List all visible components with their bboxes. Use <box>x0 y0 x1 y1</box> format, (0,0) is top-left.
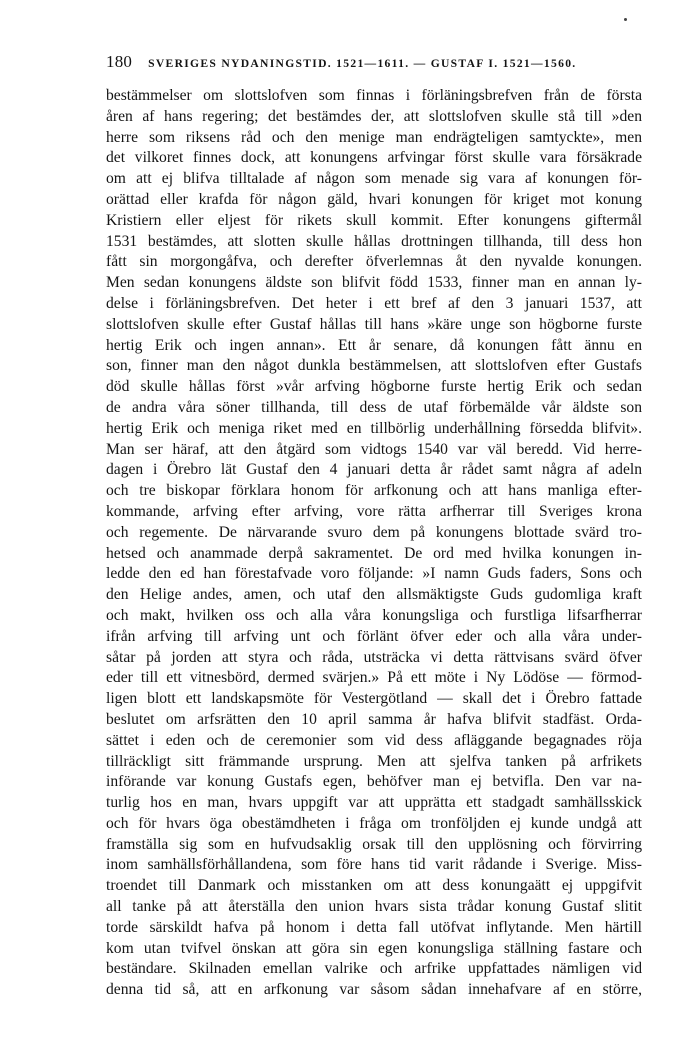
text-line: och regemente. De närvarande svuro dem på konungens blottade svärd tro- <box>106 523 642 541</box>
text-line: turlig hos en man, hvars uppgift var att upprätta ett stadgadt samhällsskick <box>106 794 642 812</box>
text-line: hertig Erik och ingen annan». Ett år senare, då konungen fått ännu en <box>106 336 642 354</box>
text-line: son, finner man den något dunkla bestämmelsen, att slottslofven efter Gustafs <box>106 357 642 375</box>
text-line: orättad eller krafda för någon gäld, hvari konungen för kriget mot konung <box>106 190 642 208</box>
text-line: ligen blott ett landskapsmöte för Vestergötland — skall det i Örebro fattade <box>106 690 642 708</box>
text-line: denna tid så, att en arfkonung var såsom sådan innehafvare af en större, <box>106 981 642 999</box>
text-line: delse i förläningsbrefven. Det heter i ett bref af den 3 januari 1537, att <box>106 294 642 312</box>
text-line: fått sin morgongåfva, och derefter öfverlemnas åt den nyvalde konungen. <box>106 253 642 271</box>
text-line: Man ser häraf, att den åtgärd som vidtogs 1540 var väl beredd. Vid herre- <box>106 440 642 458</box>
text-line: det vilkoret finnes dock, att konungens arfvingar först skulle vara försäkrade <box>106 149 642 167</box>
text-line: hetsed och anammade derpå sakramentet. De ord med hvilka konungen in- <box>106 544 642 562</box>
text-line: dagen i Örebro lät Gustaf den 4 januari detta år rådet samt några af adeln <box>106 461 642 479</box>
text-line: herre som riksens råd och den menige man endrägteligen samtyckte», men <box>106 128 642 146</box>
text-line: och makt, hvilken oss och alla våra konungsliga och furstliga lifsarfherrar <box>106 606 642 624</box>
text-line: eder till ett vitnesbörd, dermed svärjen.» På ett möte i Ny Lödöse — förmod- <box>106 669 642 687</box>
text-line: framställa sig som en hufvudsaklig orsak till den upplösning och förvirring <box>106 835 642 853</box>
text-line: beständare. Skilnaden emellan valrike och arfrike uppfattades nämligen vid <box>106 960 642 978</box>
text-line: de andra våra söner tillhanda, till dess de utaf förbemälde vår äldste son <box>106 398 642 416</box>
text-line: 1531 bestämdes, att slotten skulle hållas drottningen tillhanda, till dess hon <box>106 232 642 250</box>
text-line: sättet i eden och de ceremonier som vid dess afläggande begagnades röja <box>106 731 642 749</box>
text-line: den Helige andes, amen, och utaf den allsmäktigste Guds gudomliga kraft <box>106 586 642 604</box>
text-line: ledde den ed han förestafvade voro följande: »I namn Guds faders, Sons och <box>106 565 642 583</box>
text-line: tillräckligt sitt främmande ursprung. Men att sjelfva tanken på arfrikets <box>106 752 642 770</box>
text-line: såtar på jorden att styra och råda, utsträcka vi detta rättvisans svärd öfver <box>106 648 642 666</box>
text-line: död skulle hållas först »vår arfving högborne furste hertig Erik och sedan <box>106 378 642 396</box>
text-line: kom utan tvifvel önskan att göra sin egen konungsliga ställning fastare och <box>106 939 642 957</box>
body-text <box>106 86 642 1001</box>
page-number: 180 <box>106 52 133 71</box>
text-line: bestämmelser om slottslofven som finnas i förläningsbrefven från de första <box>106 87 642 104</box>
text-line: Men sedan konungens äldste son blifvit född 1533, finner man en annan ly- <box>106 274 642 292</box>
running-header <box>106 52 640 76</box>
text-line: inom samhällsförhållandena, som före hans tid varit rådande i Sverige. Miss- <box>106 856 642 874</box>
text-line: ifrån arfving till arfving unt och förlänt öfver eder och alla våra under- <box>106 627 642 645</box>
text-line: om att ej blifva tilltalade af någon som menade sig vara af konungen för- <box>106 170 642 188</box>
running-title: SVERIGES NYDANINGSTID. 1521—1611. — GUSTAF I. 1521—1560. <box>148 57 577 70</box>
text-line: torde särskildt hafva på honom i detta fall utöfvat inflytande. Men härtill <box>106 918 642 936</box>
text-line: och för hvars öga obestämdheten i fråga om tronföljden ej kunde undgå att <box>106 814 642 832</box>
text-line: införande var konung Gustafs egen, behöfver man ej betvifla. Den var na- <box>106 773 642 791</box>
text-line: all tanke på att återställa den union hvars sista trådar konung Gustaf slitit <box>106 898 642 916</box>
text-line: troendet till Danmark och misstanken om att dess konungaätt ej uppgifvit <box>106 877 642 895</box>
text-line: åren af hans regering; det bestämdes der, att slottslofven skulle stå till »den <box>106 107 642 125</box>
text-line: slottslofven skulle efter Gustaf hållas till hans »käre unge son högborne furste <box>106 315 642 333</box>
text-line: kommande, arfving efter arfving, vore rätta arfherrar till Sveriges krona <box>106 502 642 520</box>
text-line: och tre biskopar förklara honom för arfkonung och att hans manliga efter- <box>106 482 642 500</box>
text-line: hertig Erik och meniga riket med en tillbörlig underhållning försedda blifvit». <box>106 419 642 437</box>
text-line: Kristiern eller eljest för rikets skull kommit. Efter konungens giftermål <box>106 211 642 229</box>
text-line: beslutet om arfsrätten den 10 april samma år hafva blifvit stadfäst. Orda- <box>106 710 642 728</box>
print-speck <box>624 18 627 21</box>
